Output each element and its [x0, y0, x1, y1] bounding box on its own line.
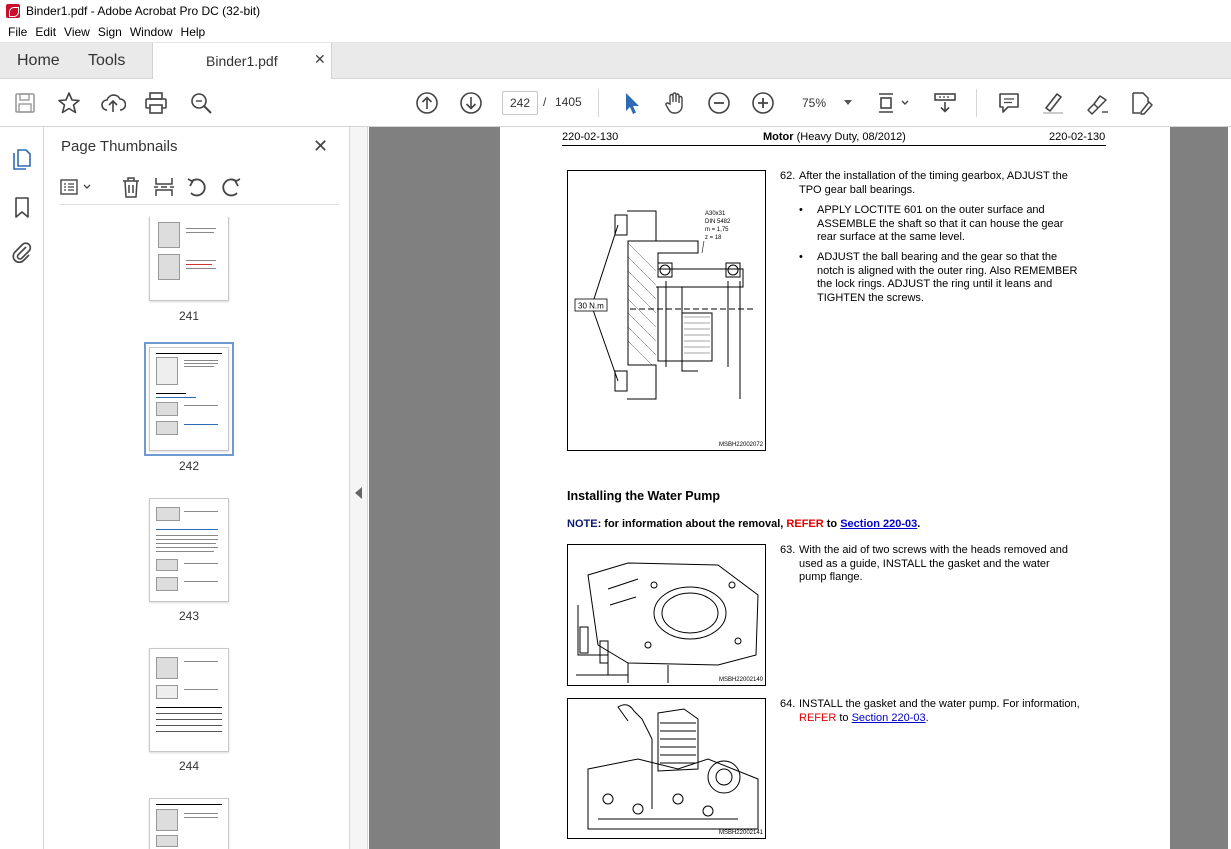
bullet-text: APPLY LOCTITE 601 on the outer surface and ASSEMBLE the shaft so that it can house the gear rear surface at the same level.	[817, 204, 1064, 243]
thumbnail-options-icon[interactable]	[59, 175, 83, 199]
menu-window[interactable]: Window	[129, 25, 173, 39]
torque-label: 30 N.m	[578, 301, 604, 311]
highlight-pen-icon[interactable]	[1040, 90, 1066, 116]
collapse-arrow-icon	[355, 487, 362, 499]
attachments-icon[interactable]	[10, 240, 34, 264]
header-center	[763, 131, 906, 143]
page-thumbnail[interactable]	[149, 217, 229, 301]
header-rule	[562, 145, 1106, 146]
spec-line: z = 18	[705, 235, 722, 241]
acrobat-logo-icon	[6, 4, 20, 18]
zoom-out-icon[interactable]	[706, 90, 732, 116]
close-panel-icon[interactable]: ✕	[313, 136, 329, 156]
page-thumbnail[interactable]	[149, 498, 229, 602]
pump-drawing	[568, 699, 766, 839]
figure-caption: MSBH22002140	[718, 677, 763, 683]
tab-document[interactable]	[152, 43, 332, 80]
edit-pdf-icon[interactable]	[1128, 90, 1154, 116]
step-62	[780, 170, 1100, 200]
page-number-input[interactable]: 242	[502, 91, 538, 115]
section-link[interactable]: Section 220-03	[840, 518, 918, 530]
removal-note: NOTE: for information about the removal, REFER to Section 220-03.	[567, 518, 921, 530]
collapse-panel-handle[interactable]	[350, 127, 368, 849]
header-left: 220-02-130	[562, 131, 619, 143]
previous-page-icon[interactable]	[414, 90, 440, 116]
thumbnail-label: 241	[178, 309, 200, 323]
step-number: 63.	[780, 544, 796, 556]
step-text: After the installation of the timing gearbox, ADJUST the TPO gear ball bearings.	[799, 170, 1068, 196]
step-text: With the aid of two screws with the heads removed and used as a guide, INSTALL the gasket and the water pump flange.	[799, 544, 1069, 583]
toolbar-divider	[976, 89, 977, 117]
page-thumbnail[interactable]	[149, 347, 229, 451]
menu-file[interactable]: File	[8, 25, 28, 39]
step-text: INSTALL the gasket and the water pump. For information, REFER to Section 220-03.	[799, 698, 1080, 724]
flange-drawing	[568, 545, 766, 686]
spec-line: A30x31	[705, 211, 726, 217]
water-pump-install-figure	[567, 698, 766, 839]
hand-tool-icon[interactable]	[662, 90, 688, 116]
select-cursor-icon[interactable]	[618, 90, 644, 116]
menu-bar	[0, 22, 1231, 43]
comment-icon[interactable]	[996, 90, 1022, 116]
page-thumbnail[interactable]	[149, 798, 229, 849]
figure-caption: MSBH22002072	[718, 442, 763, 448]
total-pages: 1405	[555, 95, 582, 109]
spec-line: m = 1,75	[705, 227, 729, 233]
rotate-counterclockwise-icon[interactable]	[185, 175, 209, 199]
page-separator: /	[543, 95, 547, 109]
menu-help[interactable]: Help	[180, 25, 206, 39]
navigation-rail	[0, 127, 44, 849]
bookmarks-icon[interactable]	[10, 195, 34, 219]
note-text: : for information about the removal,	[597, 518, 784, 530]
section-title: Installing the Water Pump	[567, 489, 721, 503]
note-label: NOTE	[567, 518, 598, 530]
step-number: 62.	[780, 170, 796, 182]
bookmark-star-icon[interactable]	[56, 90, 82, 116]
document-tab-label: Binder1.pdf	[206, 53, 278, 69]
page-fit-icon[interactable]	[876, 90, 912, 116]
section-link[interactable]: Section 220-03	[851, 711, 926, 724]
menu-edit[interactable]: Edit	[35, 25, 57, 39]
sign-pen-icon[interactable]	[1084, 90, 1110, 116]
document-view	[369, 127, 1231, 849]
page-thumbnail[interactable]	[149, 648, 229, 752]
window-title: Binder1.pdf - Adobe Acrobat Pro DC (32-bit)	[26, 4, 261, 18]
step-64	[780, 698, 1110, 728]
panel-toolbar	[59, 175, 339, 205]
page-thumbnails-icon[interactable]	[10, 147, 34, 171]
gear-assembly-drawing	[568, 171, 766, 451]
spec-line: DIN 5482	[705, 219, 731, 225]
close-tab-icon[interactable]: ✕	[314, 51, 326, 67]
scroll-mode-icon[interactable]	[932, 90, 958, 116]
save-icon[interactable]	[12, 90, 38, 116]
timing-gear-figure	[567, 170, 766, 451]
header-center-bold: Motor	[763, 131, 794, 143]
thumbnail-label: 242	[178, 459, 200, 473]
refer-label: REFER	[799, 711, 837, 724]
page-thumbnails-panel	[45, 127, 350, 849]
rotate-clockwise-icon[interactable]	[219, 175, 243, 199]
bullet-text: ADJUST the ball bearing and the gear so that the notch is aligned with the outer ring. Also REMEMBER the lock rings. ADJUST the ring until it leans and TIGHTEN the screws.	[817, 251, 1078, 304]
header-center-rest: (Heavy Duty, 08/2012)	[796, 131, 906, 143]
step-number: 64.	[780, 698, 796, 710]
tab-tools[interactable]: Tools	[88, 52, 126, 69]
thumbnail-label: 244	[178, 759, 200, 773]
chevron-down-icon	[844, 100, 852, 105]
bullet-item: • ADJUST the ball bearing and the gear so that the notch is aligned with the outer ring. Also REMEMBER the lock rings. ADJUST the ring until it leans and TIGHTEN the screws.	[799, 251, 1078, 304]
zoom-level-select[interactable]	[796, 91, 856, 115]
delete-page-icon[interactable]	[119, 175, 143, 199]
figure-caption: MSBH22002141	[718, 830, 763, 836]
toolbar	[0, 79, 1231, 127]
water-pump-flange-figure	[567, 544, 766, 686]
zoom-level-value: 75%	[802, 96, 827, 110]
menu-view[interactable]: View	[64, 25, 90, 39]
zoom-search-icon[interactable]	[188, 90, 214, 116]
split-page-icon[interactable]	[152, 175, 176, 199]
tab-home[interactable]: Home	[17, 52, 60, 69]
panel-title: Page Thumbnails	[61, 138, 178, 155]
tab-bar	[0, 43, 1231, 79]
next-page-icon[interactable]	[458, 90, 484, 116]
step-63	[780, 544, 1100, 588]
menu-sign[interactable]: Sign	[97, 25, 122, 39]
refer-label: REFER	[786, 518, 824, 530]
thumbnail-label: 243	[178, 609, 200, 623]
print-icon[interactable]	[143, 90, 169, 116]
bullet-item: • APPLY LOCTITE 601 on the outer surface and ASSEMBLE the shaft so that it can house the gear rear surface at the same level.	[799, 204, 1064, 243]
upload-cloud-icon[interactable]	[100, 90, 126, 116]
pdf-page	[500, 127, 1170, 849]
thumbnail-list	[57, 217, 322, 849]
zoom-in-icon[interactable]	[750, 90, 776, 116]
toolbar-divider	[598, 89, 599, 117]
header-right: 220-02-130	[1049, 131, 1106, 143]
refer-to: to	[826, 518, 838, 530]
title-bar	[0, 0, 1231, 22]
